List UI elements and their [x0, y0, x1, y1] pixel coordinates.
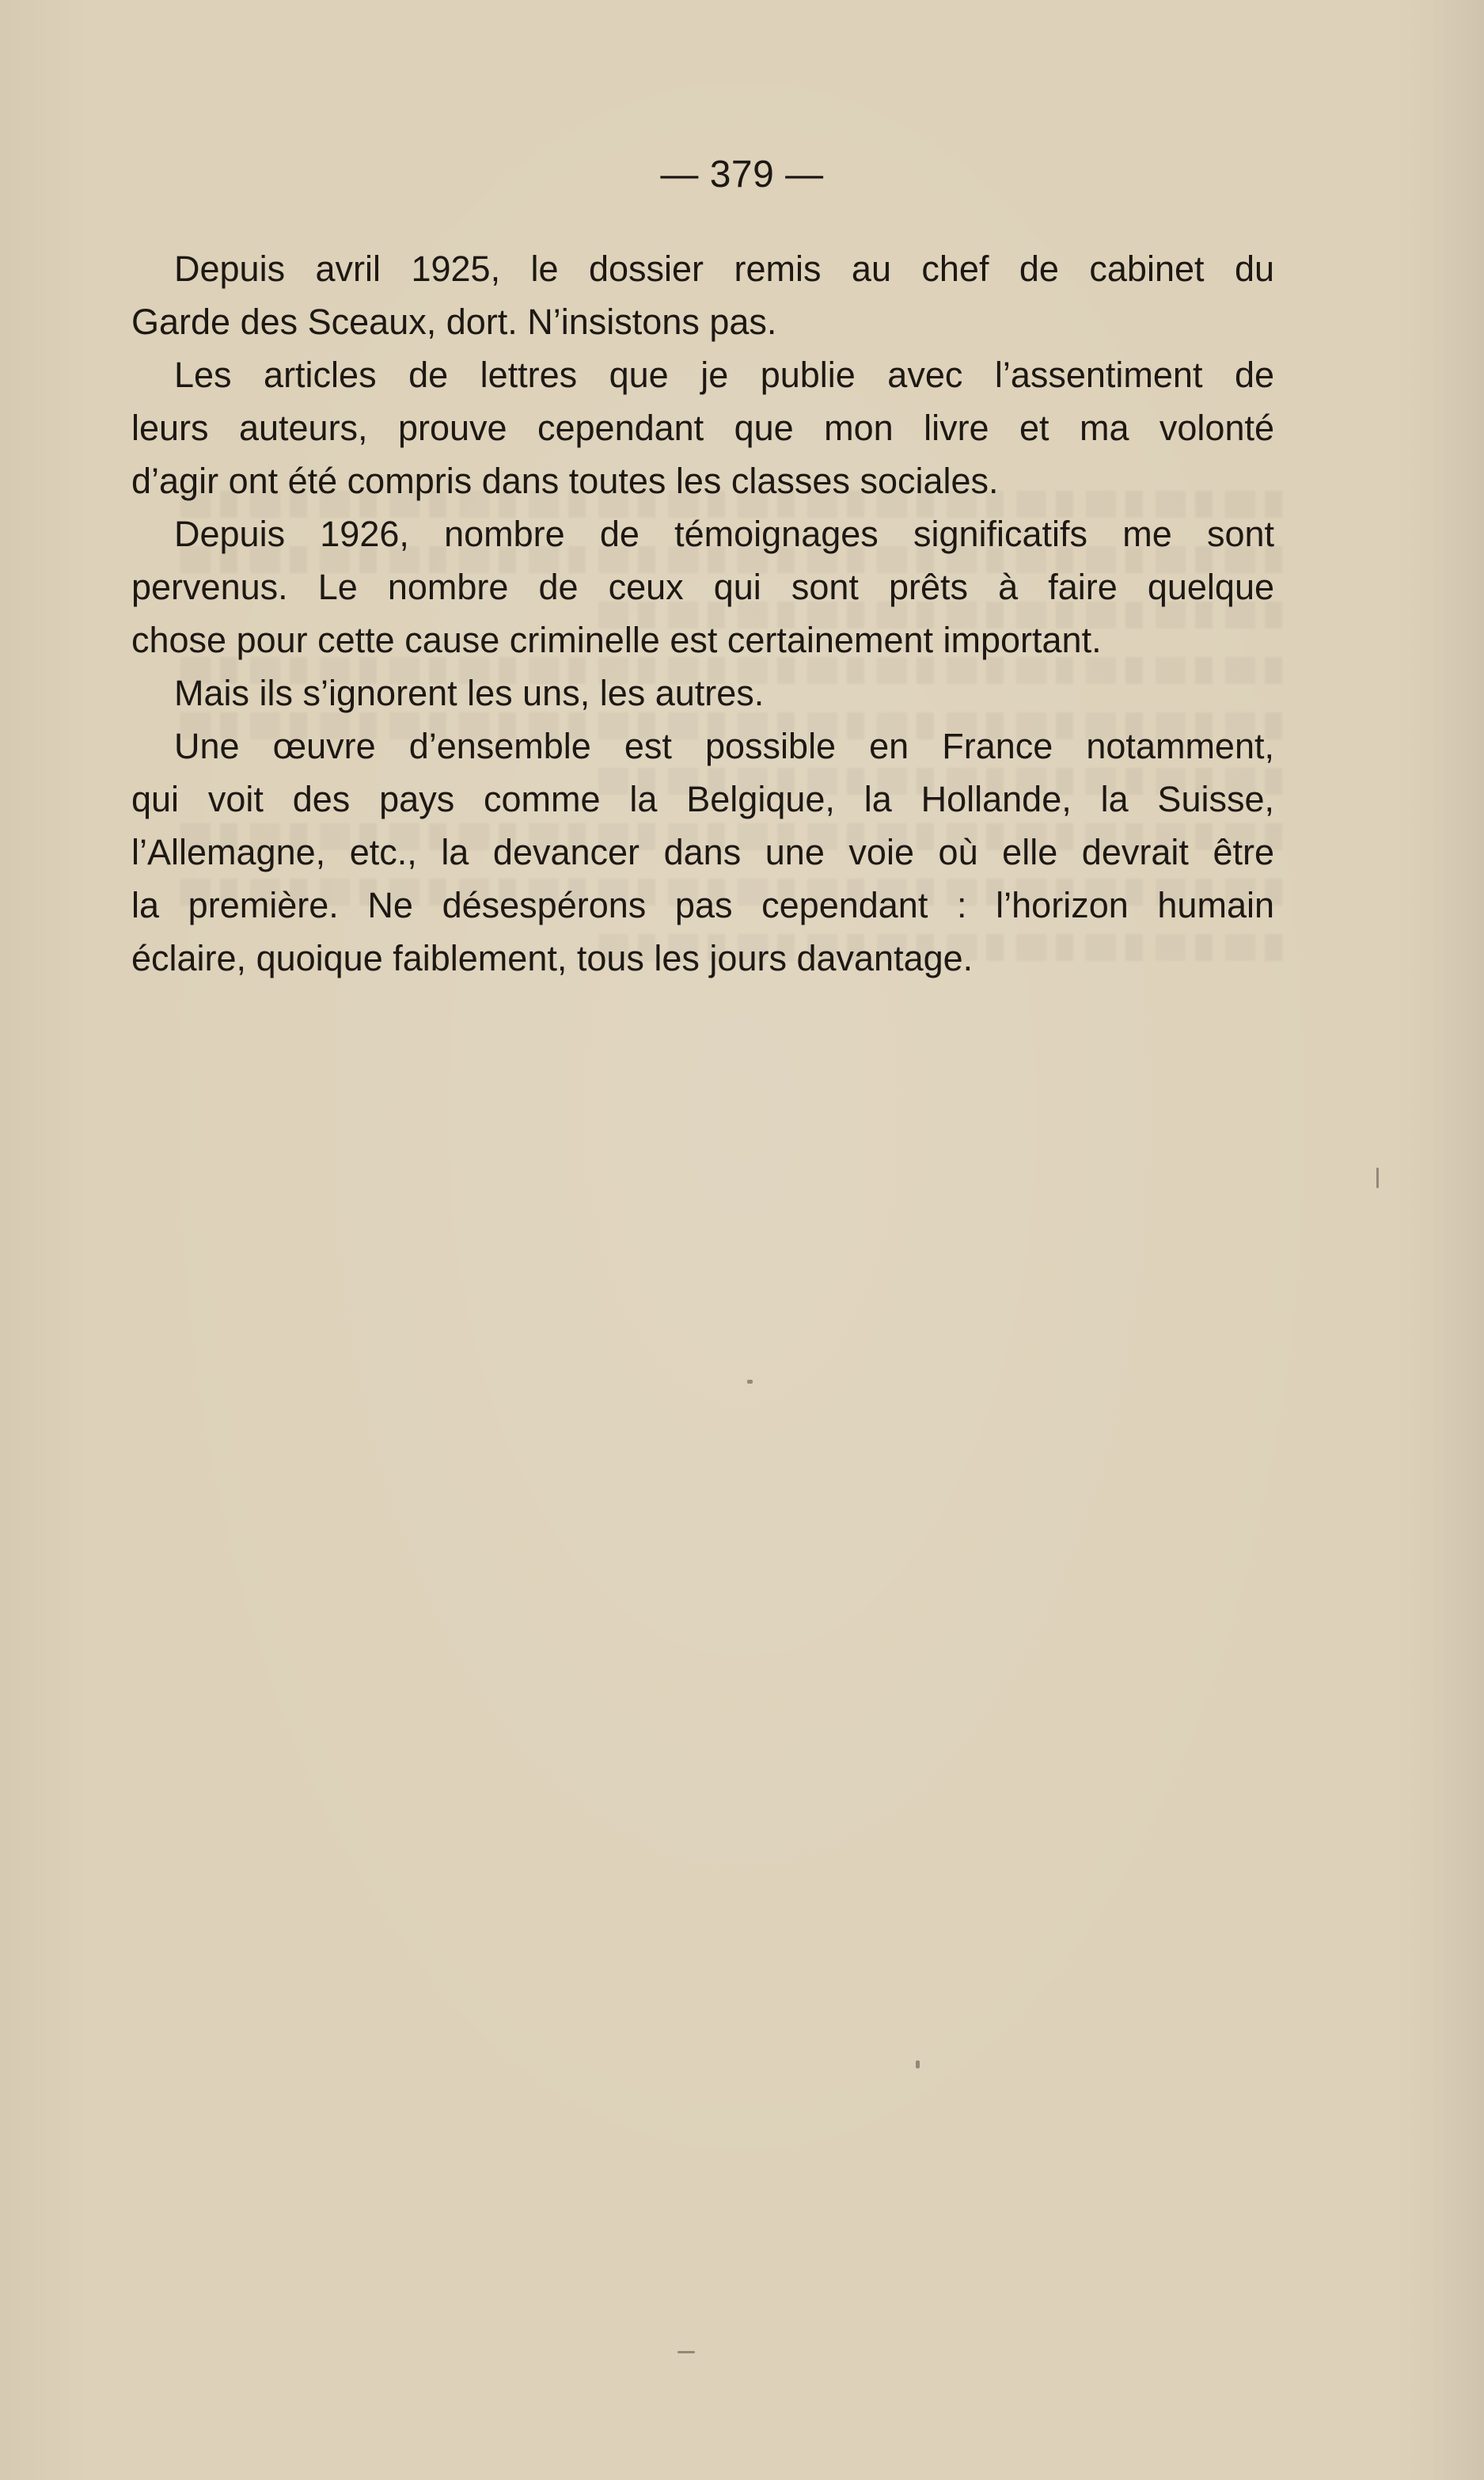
text-line: Depuis 1926, nombre de témoignages significatifs me sont — [174, 514, 1274, 554]
text-line: Les articles de lettres que je publie avec l’assentiment de — [174, 355, 1274, 395]
text-line: éclaire, quoique faiblement, tous les jours davantage. — [131, 938, 974, 978]
body-text — [131, 242, 1274, 985]
text-line: chose pour cette cause criminelle est certainement important. — [131, 620, 1102, 660]
text-line: Une œuvre d’ensemble est possible en France notamment, — [174, 726, 1274, 766]
paper-speck — [747, 1380, 753, 1384]
page-edge-shadow — [1429, 0, 1484, 2480]
text-line: Mais ils s’ignorent les uns, les autres. — [174, 673, 765, 713]
text-line: la première. Ne désespérons pas cependant : l’horizon humain — [131, 885, 1274, 925]
text-line: leurs auteurs, prouve cependant que mon livre et ma volonté — [131, 408, 1274, 448]
text-line: qui voit des pays comme la Belgique, la Hollande, la Suisse, — [131, 779, 1274, 819]
paper-speck — [916, 2060, 920, 2068]
text-line: d’agir ont été compris dans toutes les classes sociales. — [131, 461, 999, 501]
paper-speck — [677, 2351, 695, 2353]
text-line: l’Allemagne, etc., la devancer dans une voie où elle devrait être — [131, 832, 1274, 872]
page-number: — 379 — — [660, 154, 824, 196]
text-line: Depuis avril 1925, le dossier remis au chef de cabinet du — [174, 249, 1274, 289]
text-line: Garde des Sceaux, dort. N’insistons pas. — [131, 302, 777, 342]
paper-speck — [1376, 1168, 1379, 1188]
text-line: pervenus. Le nombre de ceux qui sont prêts à faire quelque — [131, 567, 1274, 607]
